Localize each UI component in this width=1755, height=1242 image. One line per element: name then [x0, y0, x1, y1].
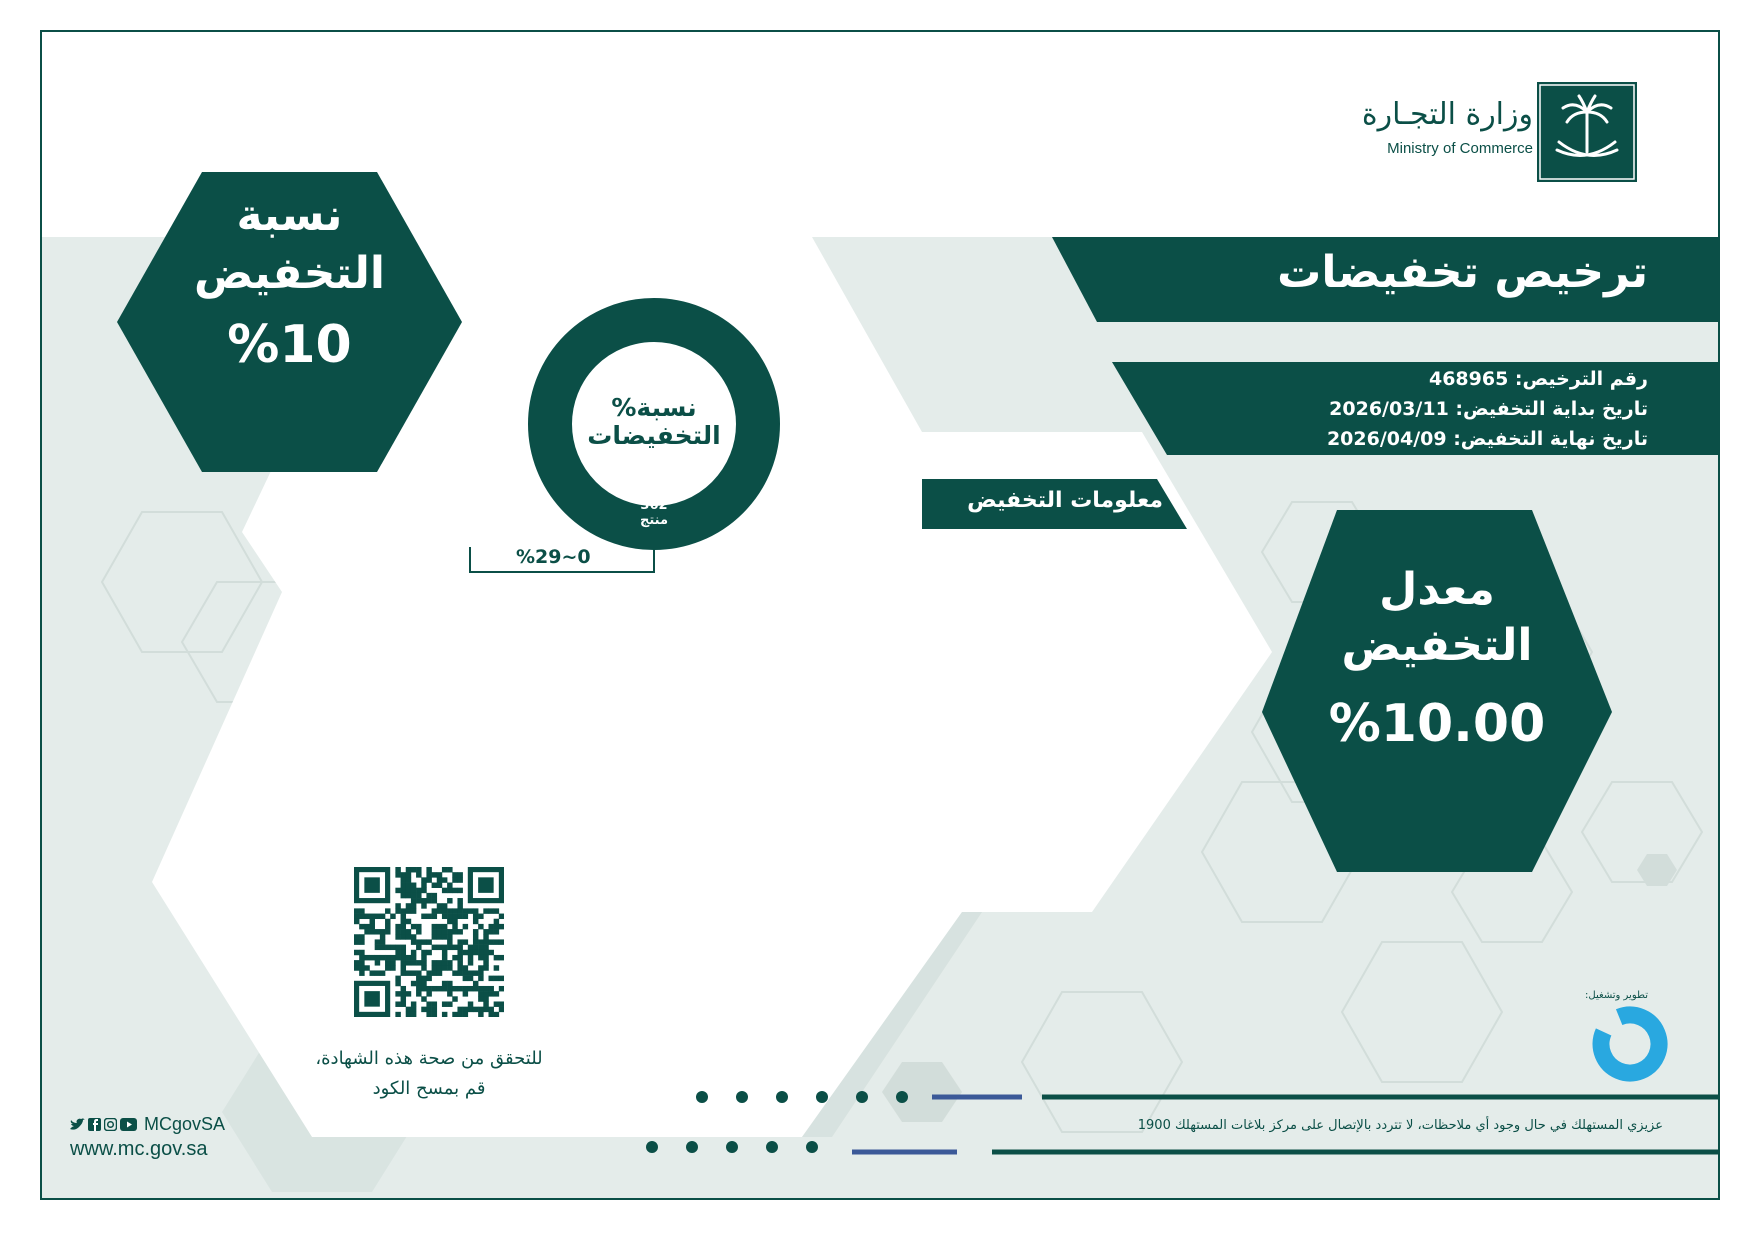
ministry-name-en: Ministry of Commerce [1387, 140, 1533, 157]
page-title: ترخيص تخفيضات [1277, 247, 1648, 298]
developer-label: تطوير وتشغيل: [1585, 990, 1648, 1001]
social-handle[interactable]: MCgovSA [144, 1114, 226, 1134]
license-start-date: تاريخ بداية التخفيض: 2026/03/11 [1329, 398, 1648, 420]
palm-swords-emblem-icon [1537, 82, 1637, 182]
developer-ring-logo-icon [1590, 1004, 1670, 1084]
donut-count-unit: منتج [639, 513, 669, 528]
ministry-emblem [1537, 82, 1637, 182]
discount-percent-label-1: نسبة [236, 190, 343, 241]
donut-range-label: %29~0 [516, 546, 591, 568]
donut-count-value: 362 [640, 498, 668, 513]
youtube-icon[interactable] [120, 1118, 137, 1131]
donut-label-1: نسبة% [611, 393, 697, 422]
twitter-icon[interactable] [70, 1118, 85, 1131]
website-link[interactable]: www.mc.gov.sa [70, 1138, 208, 1160]
donut-count [624, 498, 684, 528]
qr-caption-line-1: للتحقق من صحة هذه الشهادة، [315, 1048, 543, 1069]
discount-percent-label-2: التخفيض [194, 248, 385, 299]
consumer-note: عزيزي المستهلك في حال وجود أي ملاحظات، لا تتردد بالإتصال على مركز بلاغات المستهلك 1900 [1137, 1118, 1663, 1133]
discount-rate-label-2: التخفيض [1341, 620, 1533, 671]
license-number: رقم الترخيص: 468965 [1428, 368, 1648, 390]
discount-rate-hex [1317, 562, 1557, 774]
developer-logo [1590, 1004, 1670, 1084]
verification-qr-code [354, 867, 504, 1017]
qr-caption-line-2: قم بمسح الكود [372, 1078, 486, 1099]
donut-label-2: التخفيضات [587, 421, 721, 450]
social-links [70, 1114, 225, 1135]
license-end-date: تاريخ نهاية التخفيض: 2026/04/09 [1326, 428, 1648, 450]
license-info [1128, 364, 1648, 454]
discount-rate-label-1: معدل [1379, 564, 1495, 615]
facebook-icon[interactable] [88, 1118, 101, 1131]
donut-center-label [574, 394, 734, 450]
discount-percent-value: %10 [227, 315, 352, 375]
qr-code-icon [354, 867, 504, 1017]
discount-info-title: معلومات التخفيض [967, 488, 1163, 513]
instagram-icon[interactable] [104, 1118, 117, 1131]
qr-caption [304, 1044, 554, 1104]
discount-rate-value: %10.00 [1328, 694, 1546, 754]
certificate-frame [40, 30, 1720, 1200]
ministry-name-ar: وزارة التجـارة [1361, 97, 1533, 132]
discount-percent-hex [162, 187, 417, 387]
